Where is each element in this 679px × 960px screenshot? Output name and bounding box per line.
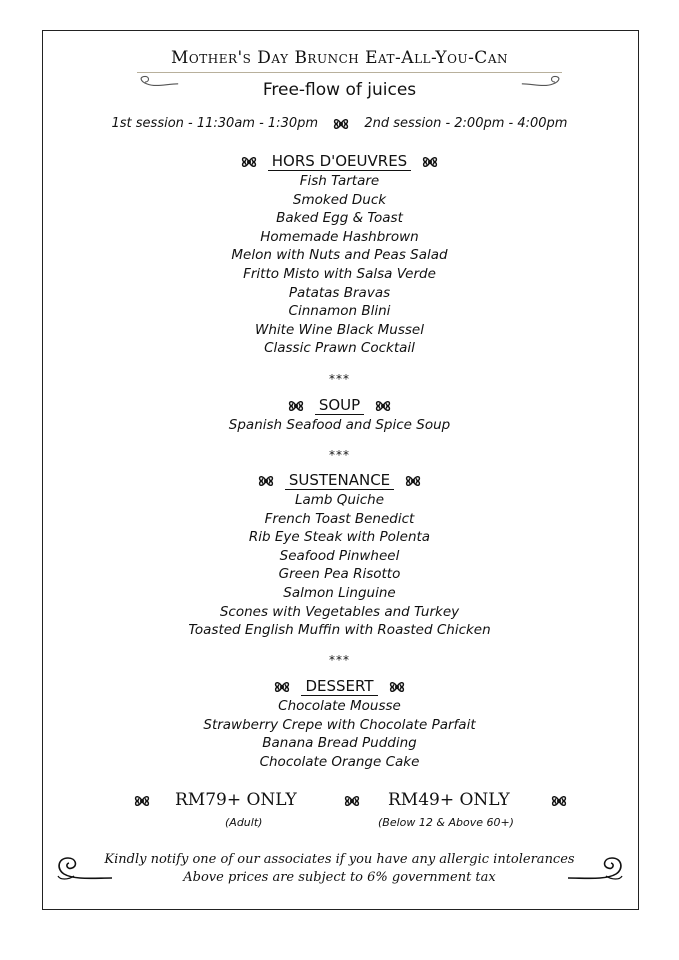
- list-item: Cinnamon Blini: [288, 303, 391, 320]
- footer-line-allergy: Kindly notify one of our associates if you have any allergic intolerances: [104, 852, 575, 867]
- session-first: 1st session - 11:30am - 1:30pm: [111, 116, 319, 131]
- hors-list: [0, 172, 679, 358]
- fleuron-icon: [404, 474, 422, 488]
- list-item: Smoked Duck: [292, 191, 387, 208]
- sustenance-list: [0, 491, 679, 640]
- list-item: Fish Tartare: [299, 173, 380, 189]
- heading-label: DESSERT: [301, 677, 377, 696]
- title-rule: [137, 72, 562, 73]
- fleuron-icon: [421, 155, 439, 169]
- fleuron-icon: [240, 155, 258, 169]
- list-item: Seafood Pinwheel: [279, 547, 400, 564]
- list-item: Spanish Seafood and Spice Soup: [228, 417, 451, 433]
- fleuron-icon: [550, 794, 568, 808]
- fleuron-icon: [257, 474, 275, 488]
- dessert-list: [0, 697, 679, 771]
- heading-label: HORS D'OEUVRES: [268, 152, 411, 171]
- session-second: 2nd session - 2:00pm - 4:00pm: [364, 116, 568, 131]
- list-item: Lamb Quiche: [294, 492, 385, 508]
- list-item: Fritto Misto with Salsa Verde: [243, 265, 436, 282]
- list-item: Green Pea Risotto: [278, 566, 401, 583]
- list-item: Rib Eye Steak with Polenta: [248, 529, 431, 546]
- separator: ***: [329, 448, 350, 462]
- list-item: Melon with Nuts and Peas Salad: [231, 247, 448, 264]
- fleuron-icon: [343, 794, 361, 808]
- footer-notes: [0, 851, 679, 887]
- fleuron-icon: [332, 117, 350, 131]
- list-item: Patatas Bravas: [288, 284, 391, 301]
- section-heading-dessert: [0, 677, 679, 696]
- session-times: [0, 116, 679, 131]
- list-item: Homemade Hashbrown: [260, 228, 419, 245]
- fleuron-icon: [273, 680, 291, 694]
- fleuron-icon: [388, 680, 406, 694]
- list-item: Baked Egg & Toast: [276, 210, 403, 227]
- list-item: Classic Prawn Cocktail: [264, 340, 415, 357]
- fleuron-icon: [133, 794, 151, 808]
- fleuron-icon: [287, 399, 305, 413]
- list-item: Scones with Vegetables and Turkey: [219, 603, 460, 620]
- separator: ***: [329, 372, 350, 386]
- footer-line-tax: Above prices are subject to 6% government tax: [183, 870, 496, 885]
- section-heading-hors: [0, 152, 679, 171]
- fleuron-icon: [374, 399, 392, 413]
- heading-label: SUSTENANCE: [285, 471, 394, 490]
- list-item: White Wine Black Mussel: [255, 321, 424, 338]
- list-item: French Toast Benedict: [264, 510, 415, 527]
- list-item: Chocolate Orange Cake: [259, 753, 420, 770]
- section-heading-soup: [0, 396, 679, 415]
- child-note: (Below 12 & Above 60+): [378, 816, 514, 829]
- subtitle: Free-flow of juices: [262, 80, 417, 100]
- list-item: Chocolate Mousse: [278, 698, 401, 714]
- adult-note: (Adult): [225, 816, 263, 829]
- soup-list: [0, 416, 679, 435]
- list-item: Salmon Linguine: [283, 584, 396, 601]
- menu-title: Mother's Day Brunch Eat-All-You-Can: [171, 48, 508, 68]
- list-item: Strawberry Crepe with Chocolate Parfait: [203, 716, 476, 733]
- list-item: Banana Bread Pudding: [262, 735, 417, 752]
- child-price: RM49+ ONLY: [388, 790, 510, 810]
- separator: ***: [329, 653, 350, 667]
- list-item: Toasted English Muffin with Roasted Chicken: [188, 622, 491, 639]
- section-heading-sustenance: [0, 471, 679, 490]
- heading-label: SOUP: [315, 396, 364, 415]
- adult-price: RM79+ ONLY: [175, 790, 297, 810]
